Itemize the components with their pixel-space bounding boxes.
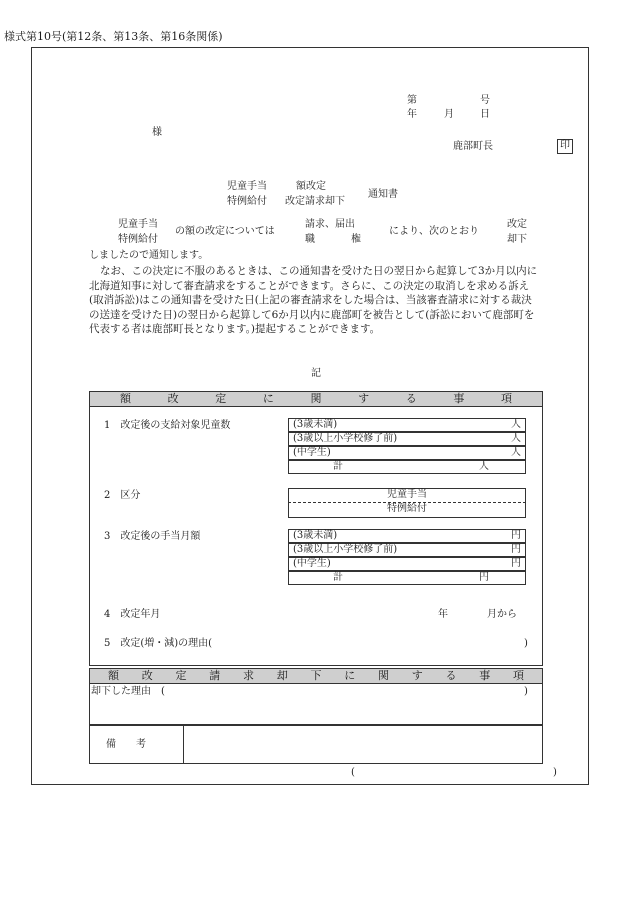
item2-option-2[interactable]: 特例給付 <box>288 503 526 518</box>
date-year: 年 <box>407 109 417 120</box>
item4-month-from: 月から <box>487 609 517 620</box>
intro-by: により、次のとおり <box>389 226 479 237</box>
item4-label: 4 改定年月 <box>104 609 161 620</box>
item1-label: 1 改定後の支給対象児童数 <box>104 420 231 431</box>
title-allowance-2: 特例給付 <box>227 196 267 207</box>
intro-req-1: 請求、届出 <box>305 219 355 230</box>
item3-label: 3 改定後の手当月額 <box>104 531 201 542</box>
intro-allowance-1: 児童手当 <box>118 219 158 230</box>
intro-req-2b: 権 <box>351 234 361 245</box>
item3-row[interactable]: (3歳未満) 円 <box>288 529 526 543</box>
item4-year: 年 <box>438 609 448 620</box>
title-allowance-1: 児童手当 <box>227 181 267 192</box>
addressee-suffix: 様 <box>152 127 162 138</box>
title-action-1: 額改定 <box>296 181 326 192</box>
appeal-notice: なお、この決定に不服のあるときは、この通知書を受けた日の翌日から起算して3か月以内に北海道知事に対して審査請求をすることができます。さらに、この決定の取消しを求める訴え(取消訴訟)はこの通知書を受けた日(上記の審査請求をした場合は、当該審査請求に対する裁決の送達を受けた日)の翌日から起算して6か月以内に鹿部町を被告として(訴訟において鹿部町を代表する者は鹿部町長となります。)提起することができます。 <box>89 265 538 335</box>
item2-option-1[interactable]: 児童手当 <box>288 488 526 503</box>
item5-label: 5 改定(増・減)の理由( <box>104 638 213 649</box>
item3-total-row[interactable]: 計 円 <box>288 571 526 585</box>
form-id: 様式第10号(第12条、第13条、第16条関係) <box>4 30 223 43</box>
intro-line2: しましたので通知します。 <box>89 250 209 261</box>
item2-label: 2 区分 <box>104 490 141 501</box>
footer-close: ) <box>553 767 557 778</box>
footer-open: ( <box>351 767 355 778</box>
seal-mark: 印 <box>557 139 573 154</box>
reason-label: 却下した理由 ( <box>91 686 165 697</box>
intro-middle: の額の改定については <box>175 226 275 237</box>
item1-row[interactable]: (3歳以上小学校修了前) 人 <box>288 432 526 446</box>
reason-close: ) <box>524 686 528 697</box>
item3-row[interactable]: (3歳以上小学校修了前) 円 <box>288 543 526 557</box>
intro-res-2: 却下 <box>507 234 527 245</box>
date-month: 月 <box>444 109 454 120</box>
item1-row[interactable]: (中学生) 人 <box>288 446 526 460</box>
number-prefix: 第 <box>407 95 417 106</box>
date-day: 日 <box>480 109 490 120</box>
item3-row[interactable]: (中学生) 円 <box>288 557 526 571</box>
item1-row[interactable]: (3歳未満) 人 <box>288 418 526 432</box>
section1-header: 額 改 定 に 関 す る 事 項 <box>89 391 543 407</box>
issuer: 鹿部町長 <box>453 141 493 152</box>
number-suffix: 号 <box>480 95 490 106</box>
title-doc: 通知書 <box>368 189 398 200</box>
ki-mark: 記 <box>311 368 321 379</box>
intro-req-2a: 職 <box>305 234 315 245</box>
intro-allowance-2: 特例給付 <box>118 234 158 245</box>
title-action-2: 改定請求却下 <box>285 196 345 207</box>
item5-close: ) <box>524 638 528 649</box>
section2-header: 額 改 定 請 求 却 下 に 関 す る 事 項 <box>89 668 543 684</box>
item1-total-row[interactable]: 計 人 <box>288 460 526 474</box>
remarks-field[interactable] <box>183 725 543 764</box>
remarks-label: 備 考 <box>106 739 146 750</box>
intro-res-1: 改定 <box>507 219 527 230</box>
